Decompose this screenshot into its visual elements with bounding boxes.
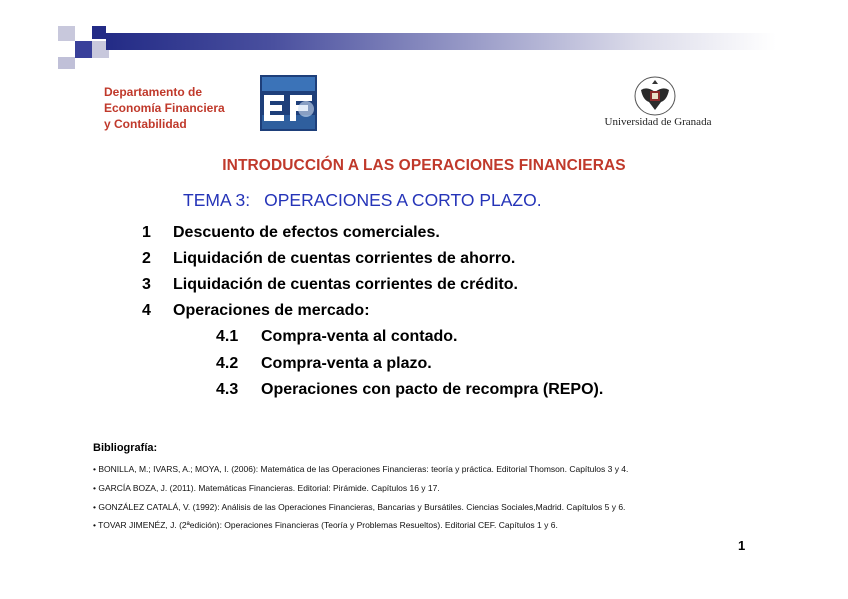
list-item <box>142 250 642 270</box>
page-number: 1 <box>738 538 746 553</box>
topic-number: TEMA 3: <box>183 190 251 210</box>
header-square <box>58 41 75 57</box>
header-square <box>75 26 92 41</box>
department-line: y Contabilidad <box>104 117 187 131</box>
sub-list-item-number: 4.1 <box>216 328 239 345</box>
list-item-number: 2 <box>142 250 151 267</box>
department-line: Departamento de <box>104 85 203 99</box>
list-item-text: Liquidación de cuentas corrientes de ahorro. <box>173 250 516 267</box>
sub-list-item-number: 4.2 <box>216 355 239 372</box>
university-name: Universidad de Granada <box>604 116 712 128</box>
department-name <box>104 84 264 132</box>
bibliography-entry: • GONZÁLEZ CATALÁ, V. (1992): Análisis de las Operaciones Financieras, Bancarias y Bursátiles. Ciencias Sociales,Madrid. Capítulos 5 y 6. <box>93 502 626 512</box>
course-title: INTRODUCCIÓN A LAS OPERACIONES FINANCIERAS <box>222 157 626 174</box>
ef-logo-icon <box>260 75 317 131</box>
bibliography-entry: • BONILLA, M.; IVARS, A.; MOYA, I. (2006): Matemática de las Operaciones Financieras: teoría y práctica. Editorial Thomson. Capítulos 3 y 4. <box>93 464 629 474</box>
bibliography-heading: Bibliografía: <box>93 442 158 454</box>
list-item-number: 4 <box>142 302 151 319</box>
list-item <box>142 224 642 244</box>
university-crest-icon <box>633 74 677 116</box>
sub-list-item <box>216 328 716 348</box>
bibliography-entry: • TOVAR JIMENÉZ, J. (2ªedición): Operaciones Financieras (Teoría y Problemas Resueltos). Editorial CEF. Capítulos 1 y 6. <box>93 520 558 530</box>
sub-list-item <box>216 381 716 401</box>
header-square <box>58 26 75 41</box>
sub-list-item-text: Compra-venta a plazo. <box>261 355 432 372</box>
list-item <box>142 302 642 322</box>
header-gradient-bar <box>106 33 776 50</box>
sub-list-item-text: Operaciones con pacto de recompra (REPO). <box>261 381 604 398</box>
sub-list-item-number: 4.3 <box>216 381 239 398</box>
header-square <box>92 26 106 39</box>
sub-list-item-text: Compra-venta al contado. <box>261 328 458 345</box>
list-item-number: 1 <box>142 224 151 241</box>
header-square <box>58 57 75 69</box>
bibliography-entry: • GARCÍA BOZA, J. (2011). Matemáticas Financieras. Editorial: Pirámide. Capítulos 16 y 17. <box>93 483 440 493</box>
list-item-text: Descuento de efectos comerciales. <box>173 224 440 241</box>
sub-list-item <box>216 355 716 375</box>
list-item-number: 3 <box>142 276 151 293</box>
topic-name: OPERACIONES A CORTO PLAZO. <box>264 190 542 210</box>
list-item-text: Liquidación de cuentas corrientes de crédito. <box>173 276 518 293</box>
list-item <box>142 276 642 296</box>
topic-title <box>183 190 542 211</box>
department-line: Economía Financiera <box>104 101 225 115</box>
list-item-text: Operaciones de mercado: <box>173 302 370 319</box>
header-square <box>75 41 92 58</box>
